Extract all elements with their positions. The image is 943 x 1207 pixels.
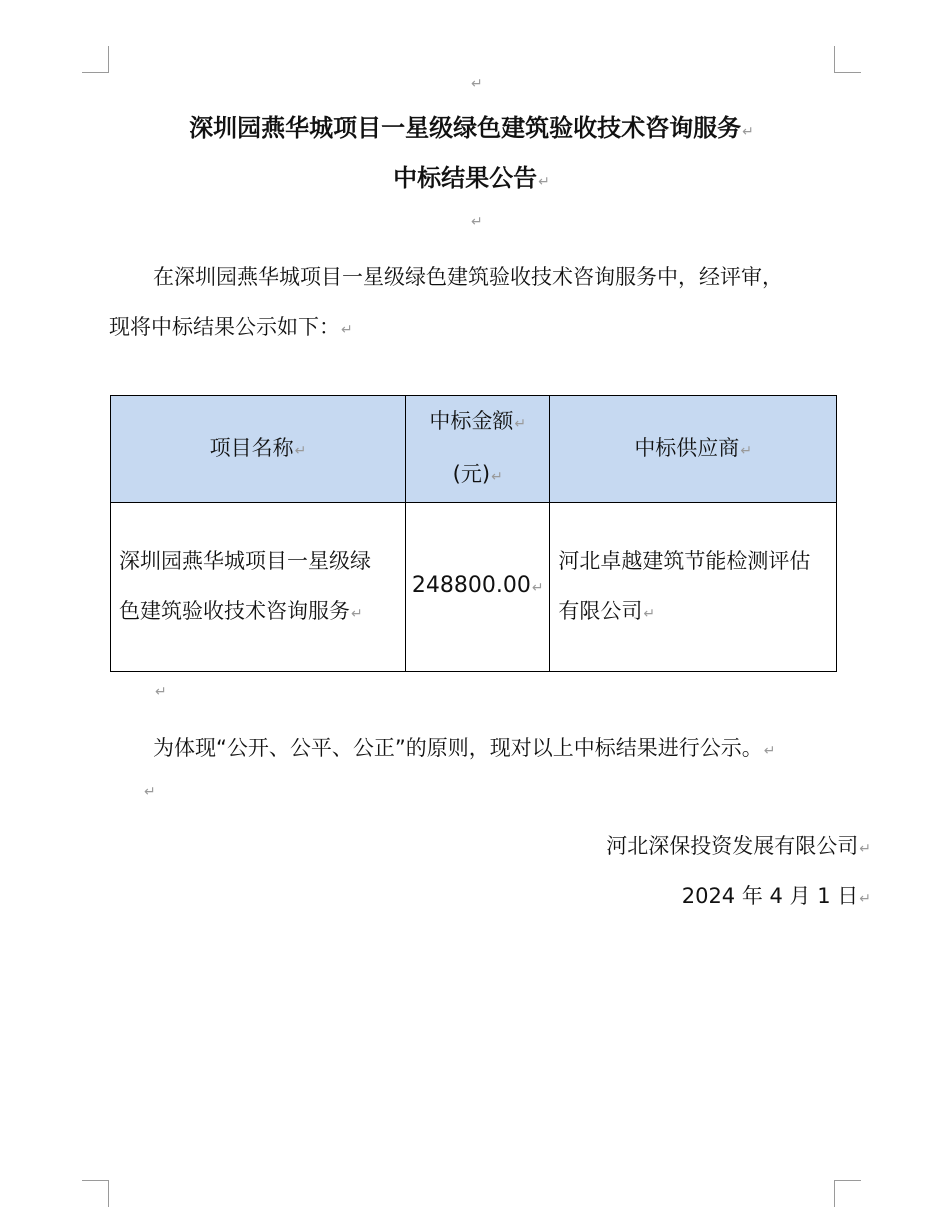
crop-mark-bottom-left [82, 1180, 109, 1207]
intro-line-2 [109, 311, 353, 341]
title-line-2: 中标结果公告 [393, 164, 538, 192]
paragraph-mark: ↵ [538, 174, 550, 190]
paragraph-mark: ↵ [471, 214, 483, 230]
closing-paragraph [153, 732, 776, 762]
crop-mark-top-right [834, 46, 861, 73]
paragraph-mark: ↵ [740, 442, 753, 459]
crop-mark-top-left [82, 46, 109, 73]
signature-company: 河北深保投资发展有限公司↵ [606, 834, 871, 858]
signature-date: 2024 年 4 月 1 日↵ [681, 884, 871, 908]
intro-line-1 [153, 261, 783, 291]
table-header-row [111, 396, 837, 503]
paragraph-mark: ↵ [351, 605, 363, 622]
paragraph-mark: ↵ [341, 322, 353, 338]
paragraph-mark: ↵ [294, 442, 307, 459]
paragraph-mark: ↵ [491, 469, 503, 485]
document-title [0, 108, 943, 143]
paragraph-mark: ↵ [643, 605, 656, 622]
paragraph-mark: ↵ [155, 684, 167, 700]
intro-text-1: 在深圳园燕华城项目一星级绿色建筑验收技术咨询服务中，经评审， [153, 265, 783, 289]
document-subtitle [0, 158, 943, 193]
bid-result-table [110, 395, 837, 672]
paragraph-mark: ↵ [763, 743, 776, 759]
paragraph-mark: ↵ [514, 416, 527, 432]
paragraph-mark: ↵ [471, 76, 483, 92]
paragraph-mark: ↵ [859, 841, 871, 857]
closing-text: 为体现“公开、公平、公正”的原则，现对以上中标结果进行公示。 [153, 736, 763, 760]
paragraph-mark: ↵ [144, 784, 156, 800]
cell-supplier: 河北卓越建筑节能检测评估 有限公司↵ [550, 503, 837, 672]
crop-mark-bottom-right [834, 1180, 861, 1207]
header-amount: 中标金额↵ (元)↵ [406, 396, 550, 503]
paragraph-mark: ↵ [742, 124, 754, 140]
header-project-name: 项目名称↵ [111, 396, 406, 503]
intro-text-2: 现将中标结果公示如下： [109, 315, 340, 339]
header-supplier: 中标供应商↵ [550, 396, 837, 503]
cell-project-name: 深圳园燕华城项目一星级绿 色建筑验收技术咨询服务↵ [111, 503, 406, 672]
table-row [111, 503, 837, 672]
title-line-1: 深圳园燕华城项目一星级绿色建筑验收技术咨询服务 [189, 114, 742, 142]
cell-amount: 248800.00↵ [406, 503, 550, 672]
paragraph-mark: ↵ [531, 580, 544, 596]
paragraph-mark: ↵ [859, 891, 871, 907]
